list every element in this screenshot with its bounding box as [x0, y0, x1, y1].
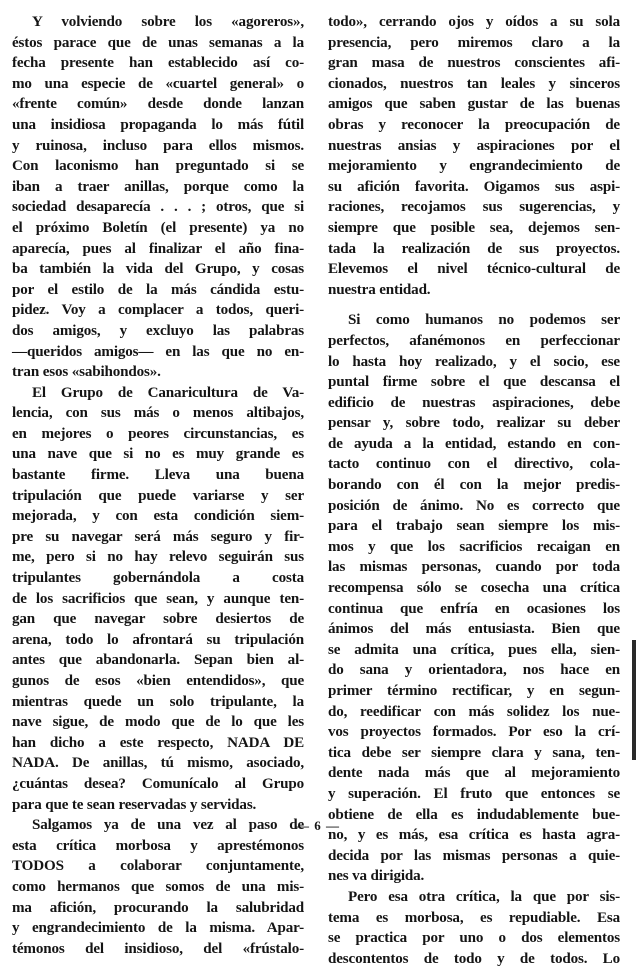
left-text-line: el próximo Boletín (el presente) ya no: [12, 219, 304, 236]
right-text-line: pensar y, sobre todo, realizar su deber: [328, 415, 620, 432]
left-text-line: pre su navegar será más seguro y fir-: [12, 528, 304, 545]
right-text-line: tada la realización de sus proyectos.: [328, 240, 620, 257]
right-text-line: continua que enfría en ocasiones los: [328, 600, 620, 617]
right-text-line: se practica por uno o dos elementos: [328, 930, 620, 947]
left-text-line: tripulación que puede variarse y ser: [12, 487, 304, 504]
right-text-line: de ayuda a la entidad, estando en con-: [328, 435, 620, 452]
left-text-line: ba también la vida del Grupo, y cosas: [12, 261, 304, 278]
right-text-line: amigos que saben gustar de las buenas: [328, 96, 620, 113]
right-text-line: presencia, pero miremos claro a la: [328, 34, 620, 51]
left-text-line: témonos del insidioso, del «frústalo-: [12, 940, 304, 957]
left-text-line: «frente común» desde donde lanzan: [12, 96, 304, 113]
right-text-line: recompensa sólo se cosecha una crítica: [328, 580, 620, 597]
left-text-line: como hermanos que somos de una mis-: [12, 878, 304, 895]
left-text-line: y ruinosa, incluso para ellos mismos.: [12, 137, 304, 154]
right-text-line: lo hasta hoy realizado, y el socio, ese: [328, 353, 620, 370]
right-text-line: raciones, recojamos sus sugerencias, y: [328, 199, 620, 216]
right-text-line: edificio de nuestras aspiraciones, debe: [328, 394, 620, 411]
right-text-line: no, y es más, esa crítica es hasta agra-: [328, 827, 620, 844]
right-text-line: do, reedificar con más solidez los nue-: [328, 703, 620, 720]
left-text-line: han dicho a este respecto, NADA DE: [12, 734, 304, 751]
left-text-line: me, pero si no hay relevo seguirán sus: [12, 549, 304, 566]
right-text-line: su afición favorita. Oigamos sus aspi-: [328, 178, 620, 195]
left-text-line: una insidiosa propaganda lo más fútil: [12, 116, 304, 133]
left-text-line: fecha presente han establecido así co-: [12, 55, 304, 72]
left-text-line: TODOS a colaborar conjuntamente,: [12, 858, 304, 875]
right-text-line: todo», cerrando ojos y oídos a su sola: [328, 14, 620, 30]
paragraph-gap: [328, 300, 620, 310]
right-text-line: Elevemos el nivel técnico-cultural de: [328, 261, 620, 278]
left-text-line: tran esos «sabihondos».: [12, 364, 161, 381]
left-text-line: —queridos amigos— en las que no en-: [12, 343, 304, 360]
right-text-line: puntal firme sobre el que descansa el: [328, 374, 620, 391]
left-text-line: gan que navegar sobre desiertos de: [12, 611, 304, 628]
left-text-line: para que te sean reservadas y servidas.: [12, 796, 257, 813]
left-text-line: ma afición, procurando la salubridad: [12, 899, 304, 916]
right-text-line: para el trabajo sean siempre los mis-: [328, 518, 620, 535]
right-text-line: siempre que posible sea, dejemos sen-: [328, 219, 620, 236]
left-text-line: nave sigue, de modo que de lo que les: [12, 714, 304, 731]
left-text-line: antes que abandonarla. Sepan bien al-: [12, 652, 304, 669]
right-text-line: obras y reconocer la preocupación de: [328, 116, 620, 133]
right-text-line: las mismas personas, cuando por toda: [328, 559, 620, 576]
left-text-line: esta crítica morbosa y aprestémonos: [12, 837, 304, 854]
right-text-line: primer término rectificar, y en segun-: [328, 683, 620, 699]
left-text-line: y engrandecimiento de la misma. Apar-: [12, 920, 304, 937]
right-text-line: nuestras ansias y aspiraciones por el: [328, 137, 620, 154]
right-text-line: cionados, nuestros tan leales y sinceros: [328, 75, 620, 92]
page-number: — 6 —: [296, 818, 340, 833]
right-text-line: do sana y orientadora, nos hace en: [328, 662, 620, 679]
left-text-line: NADA. De anillas, tú mismo, asociado,: [12, 755, 304, 772]
left-text-line: gunos de esos «bien entendidos», que: [12, 673, 304, 689]
right-text-line: y superación. El fruto que entonces se: [328, 785, 620, 802]
right-text-line: nes va dirigida.: [328, 868, 425, 885]
left-text-line: ¿cuántas desea? Comunícalo al Grupo: [12, 775, 304, 792]
left-text-line: éstos parace que de unas semanas a la: [12, 34, 304, 51]
right-text-line: descontentos de todo y de todos. Lo: [328, 950, 620, 967]
left-text-line: una nave que si no es muy grande es: [12, 446, 304, 463]
right-text-line: vos proyectos formados. Por eso la crí-: [328, 724, 620, 741]
left-text-line: Con laconismo han preguntado si se: [12, 158, 304, 175]
left-text-line: aparecía, pues al finalizar el año fina-: [12, 240, 304, 257]
left-text-line: El Grupo de Canaricultura de Va-: [32, 384, 304, 401]
right-text-line: Pero esa otra crítica, la que por sis-: [348, 888, 620, 905]
right-text-line: tema es morbosa, es repudiable. Esa: [328, 909, 620, 926]
left-text-line: de los sacrificios que sean, y aunque ten-: [12, 590, 304, 607]
right-text-line: mejoramiento y engrandecimiento de: [328, 158, 620, 175]
right-text-line: tacto continuo con el directivo, cola-: [328, 456, 620, 473]
right-text-line: decida por las mismas personas a quie-: [328, 847, 620, 864]
left-text-line: pidez. Voy a complacer a todos, queri-: [12, 302, 304, 319]
left-text-line: mejorada, y con esta condición siem-: [12, 508, 304, 525]
left-text-line: dos amigos, y excluyo las palabras: [12, 322, 304, 339]
left-text-line: arena, todo lo afrontará su tripulación: [12, 631, 304, 648]
right-text-line: perfectos, afanémonos en perfeccionar: [328, 332, 620, 349]
scan-edge-shadow: [632, 640, 636, 760]
right-text-line: nuestra entidad.: [328, 281, 431, 298]
right-text-line: obtiene de ella es indudablemente bue-: [328, 806, 620, 823]
left-text-line: Y volviendo sobre los «agoreros»,: [32, 14, 304, 30]
left-text-line: mo una especie de «cuartel general» o: [12, 75, 304, 92]
right-text-line: dente nada más que al mejoramiento: [328, 765, 620, 782]
right-text-line: se admita una crítica, pues ella, sien-: [328, 641, 620, 658]
left-text-line: tripulantes gobernándola a costa: [12, 570, 304, 587]
right-text-line: gran masa de nuestros conscientes afi-: [328, 55, 620, 72]
left-text-line: Salgamos ya de una vez al paso de: [32, 817, 304, 834]
right-text-line: posición de ánimo. No es correcto que: [328, 497, 620, 514]
left-text-line: mientras quede un solo tripulante, la: [12, 693, 304, 710]
right-text-line: tica debe ser siempre clara y sana, ten-: [328, 744, 620, 761]
right-text-line: mos y que los sacrificios recaigan en: [328, 538, 620, 555]
right-text-line: Si como humanos no podemos ser: [348, 312, 620, 329]
left-text-line: lencia, con sus más o menos altibajos,: [12, 405, 304, 422]
left-text-line: iban a traer anillas, porque como la: [12, 178, 304, 195]
right-text-line: borando con él con la mejor predis-: [328, 477, 620, 494]
right-text-line: ánimos del más entusiasta. Bien que: [328, 621, 620, 638]
left-text-line: en mejores o peores circunstancias, es: [12, 425, 304, 442]
left-text-line: por el estilo de la más cándida estu-: [12, 281, 304, 298]
left-text-line: bastante firme. Lleva una buena: [12, 467, 304, 484]
left-text-line: sociedad desaparecía . . . ; otros, que si: [12, 199, 304, 216]
